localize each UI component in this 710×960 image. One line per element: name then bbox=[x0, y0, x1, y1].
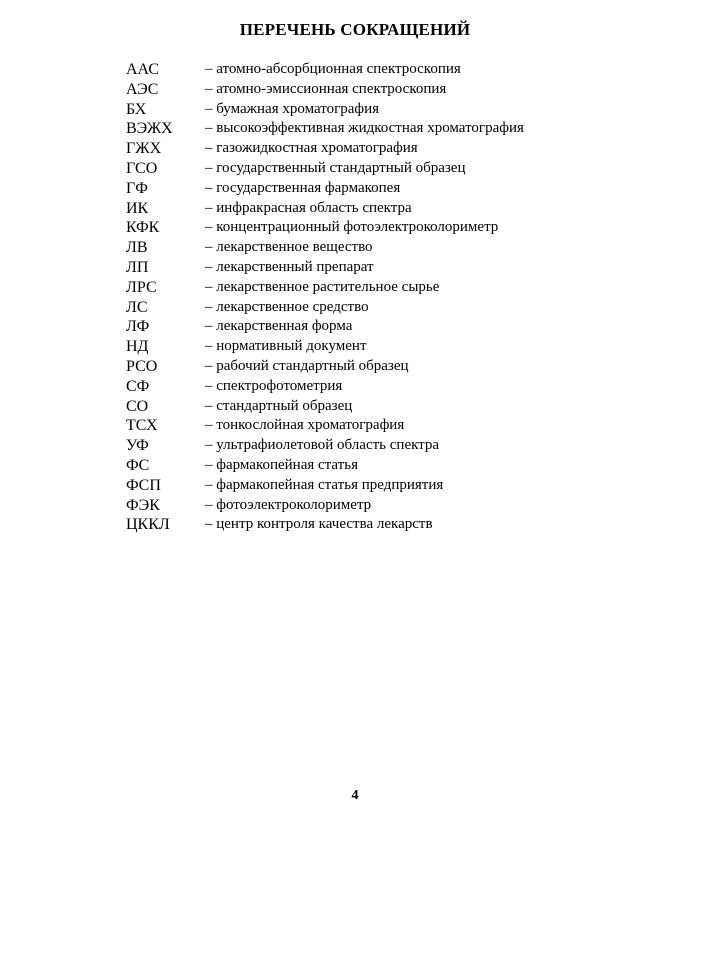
abbreviation-code: НД bbox=[126, 338, 149, 356]
abbreviation-definition: – бумажная хроматография bbox=[205, 100, 380, 117]
abbreviation-code: УФ bbox=[126, 437, 149, 455]
abbreviation-definition: – государственный стандартный образец bbox=[205, 159, 466, 176]
abbreviation-code: ЛП bbox=[126, 258, 149, 276]
abbreviation-code: ГЖХ bbox=[126, 140, 162, 158]
abbreviation-code: ЛС bbox=[126, 298, 148, 316]
abbreviation-definition: – лекарственный препарат bbox=[205, 258, 374, 275]
abbreviation-code: РСО bbox=[126, 357, 158, 375]
abbreviation-definition: – стандартный образец bbox=[205, 397, 353, 414]
abbreviation-definition: – инфракрасная область спектра bbox=[205, 199, 412, 216]
abbreviation-definition: – нормативный документ bbox=[205, 338, 367, 355]
abbreviation-code: ГСО bbox=[126, 159, 158, 177]
abbreviation-definition: – атомно-абсорбционная спектроскопия bbox=[205, 61, 461, 77]
abbreviation-definition: – фармакопейная статья bbox=[205, 456, 358, 473]
abbreviation-code: ВЭЖХ bbox=[126, 120, 173, 138]
abbreviation-code: ЛФ bbox=[126, 318, 150, 336]
abbreviation-definition: – лекарственное вещество bbox=[205, 239, 373, 256]
abbreviation-code: ТСХ bbox=[126, 417, 158, 435]
abbreviation-code: ГФ bbox=[126, 179, 148, 197]
abbreviation-code: БХ bbox=[126, 100, 147, 118]
page-number: 4 bbox=[351, 788, 359, 803]
abbreviation-definition: – тонкослойная хроматография bbox=[205, 417, 405, 434]
abbreviation-definition: – спектрофотометрия bbox=[205, 377, 343, 394]
abbreviation-definition: – ультрафиолетовой область спектра bbox=[205, 437, 440, 454]
abbreviation-code: ИК bbox=[126, 199, 149, 217]
abbreviation-code: ЛВ bbox=[126, 239, 148, 257]
abbreviation-definition: – лекарственная форма bbox=[205, 318, 353, 335]
abbreviation-code: ФЭК bbox=[126, 496, 160, 514]
abbreviation-code: СО bbox=[126, 397, 149, 415]
abbreviation-definition: – государственная фармакопея bbox=[205, 179, 401, 196]
abbreviation-definition: – лекарственное средство bbox=[205, 298, 369, 315]
abbreviation-definition: – фотоэлектроколориметр bbox=[205, 496, 372, 513]
abbreviation-code: АЭС bbox=[126, 80, 159, 98]
abbreviation-definition: – газожидкостная хроматография bbox=[205, 140, 418, 157]
abbreviation-code: ФСП bbox=[126, 476, 161, 494]
abbreviation-definition: – высокоэффективная жидкостная хроматография bbox=[205, 120, 524, 137]
abbreviation-definition: – лекарственное растительное сырье bbox=[205, 278, 440, 295]
abbreviation-code: ААС bbox=[126, 61, 159, 78]
abbreviation-code: ЛРС bbox=[126, 278, 157, 296]
abbreviation-definition: – рабочий стандартный образец bbox=[205, 357, 409, 374]
abbreviation-code: ЦККЛ bbox=[126, 516, 170, 534]
abbreviation-definition: – концентрационный фотоэлектроколориметр bbox=[205, 219, 499, 236]
page-title: ПЕРЕЧЕНЬ СОКРАЩЕНИЙ bbox=[239, 20, 471, 39]
abbreviation-code: СФ bbox=[126, 377, 150, 395]
abbreviation-definition: – фармакопейная статья предприятия bbox=[205, 476, 444, 493]
abbreviation-definition: – атомно-эмиссионная спектроскопия bbox=[205, 80, 447, 97]
abbreviation-definition: – центр контроля качества лекарств bbox=[205, 516, 433, 533]
abbreviation-code: ФС bbox=[126, 456, 150, 474]
abbreviation-code: КФК bbox=[126, 219, 160, 237]
